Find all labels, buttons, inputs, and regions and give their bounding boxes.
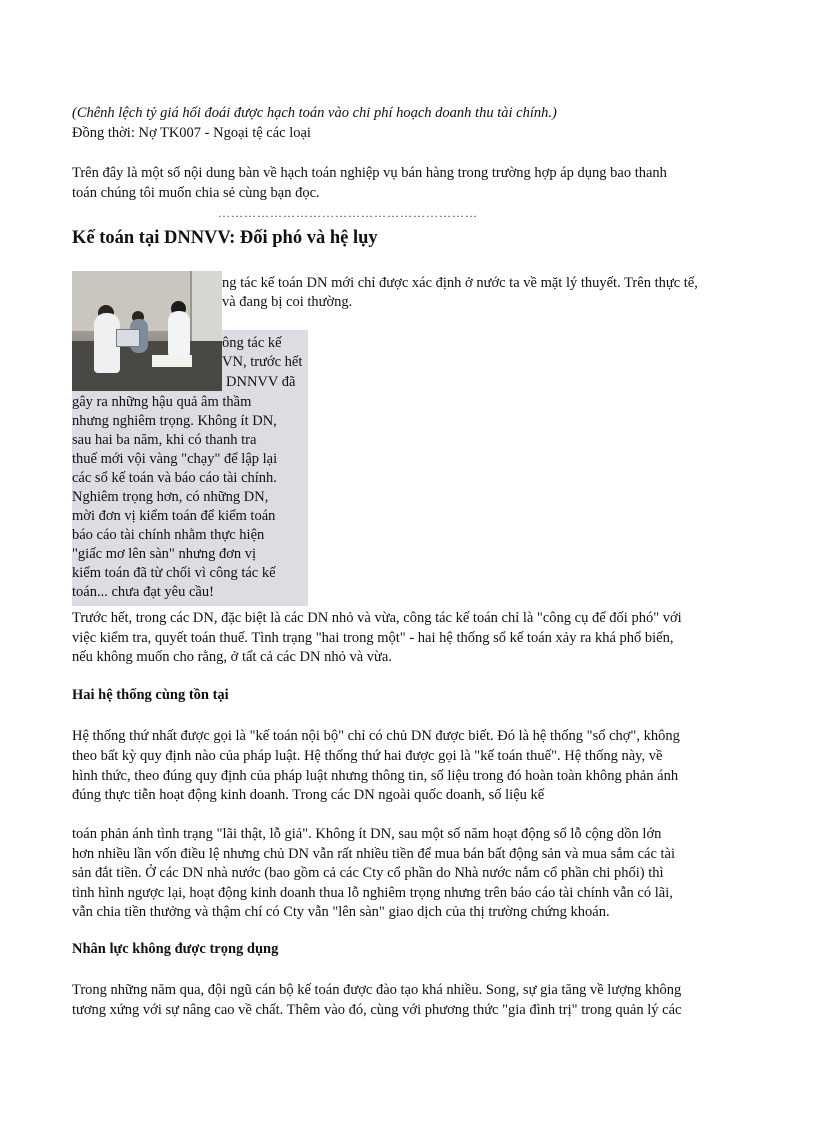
- lead-line-1: ng tác kế toán DN mới chỉ được xác định ở nước ta về mặt lý thuyết. Trên thực tế,: [222, 275, 698, 291]
- summary-line-2: toán chúng tôi muốn chia sẻ cùng bạn đọc.: [72, 185, 320, 201]
- body-line: vẫn chia tiền thưởng và thậm chí có Cty vẫn "lên sàn" giao dịch của thị trường chứng khoán.: [72, 904, 610, 920]
- box-line: Nghiêm trọng hơn, có những DN,: [72, 489, 269, 505]
- section-heading-two-systems: Hai hệ thống cùng tồn tại: [72, 687, 229, 703]
- body-line: việc kiểm tra, quyết toán thuế. Tình trạng "hai trong một" - hai hệ thống sổ kế toán xảy ra khá phổ biến,: [72, 630, 674, 646]
- lead-line-2: và đang bị coi thường.: [222, 294, 353, 310]
- body-line: đúng thực tiễn hoạt động kinh doanh. Trong các DN ngoài quốc doanh, số liệu kế: [72, 787, 545, 803]
- box-line: toán... chưa đạt yêu cầu!: [72, 584, 214, 600]
- body-line: tình hình ngược lại, hoạt động kinh doanh thua lỗ nghiêm trọng nhưng trên báo cáo tài chính vẫn có lãi,: [72, 885, 673, 901]
- box-short-line-1: ông tác kế: [222, 335, 282, 351]
- box-short-line-2: VN, trước hết: [222, 354, 303, 370]
- body-line: tương xứng với sự nâng cao về chất. Thêm vào đó, cùng với phương thức "gia đình trị" trong quản lý các: [72, 1002, 682, 1018]
- box-line: các sổ kế toán và báo cáo tài chính.: [72, 470, 277, 486]
- box-line: sau hai ba năm, khi có thanh tra: [72, 432, 257, 448]
- box-line: "giấc mơ lên sàn" nhưng đơn vị: [72, 546, 257, 562]
- office-photo: [72, 271, 222, 391]
- summary-line-1: Trên đây là một số nội dung bàn về hạch toán nghiệp vụ bán hàng trong trường hợp áp dụng bao thanh: [72, 165, 667, 181]
- body-line: nếu không muốn cho rằng, ở tất cả các DN nhỏ và vừa.: [72, 649, 392, 665]
- box-short-line-3: DNNVV đã: [226, 374, 296, 390]
- section-heading-human-resources: Nhân lực không được trọng dụng: [72, 941, 279, 957]
- body-line: sản đắt tiền. Ở các DN nhà nước (bao gồm cả các Cty cổ phần do Nhà nước nắm cổ phần chi phối) thì: [72, 865, 664, 881]
- box-line: nhưng nghiêm trọng. Không ít DN,: [72, 413, 277, 429]
- body-line: Hệ thống thứ nhất được gọi là "kế toán nội bộ" chỉ có chủ DN được biết. Đó là hệ thống "sổ chợ", không: [72, 728, 680, 744]
- box-line: gây ra những hậu quả âm thầm: [72, 394, 252, 410]
- body-line: toán phản ánh tình trạng "lãi thật, lỗ giả". Không ít DN, sau một số năm hoạt động số lỗ cộng dồn lớn: [72, 826, 662, 842]
- body-line: Trong những năm qua, đội ngũ cán bộ kế toán được đào tạo khá nhiều. Song, sự gia tăng về lượng không: [72, 982, 682, 998]
- article-title: Kế toán tại DNNVV: Đối phó và hệ lụy: [72, 228, 378, 248]
- exchange-rate-note: (Chênh lệch tỷ giá hối đoái được hạch toán vào chi phí hoạch doanh thu tài chính.): [72, 105, 557, 121]
- body-line: hơn nhiều lần vốn điều lệ nhưng chủ DN vẫn rất nhiều tiền để mua bán bất động sản và mua sắm các tài: [72, 846, 676, 862]
- box-line: thuế mới vội vàng "chạy" để lập lại: [72, 451, 278, 467]
- box-line: báo cáo tài chính nhằm thực hiện: [72, 527, 265, 543]
- box-line: mời đơn vị kiểm toán để kiểm toán: [72, 508, 276, 524]
- dotted-separator: ……………………………………………………: [218, 206, 478, 220]
- body-line: hình thức, theo đúng quy định của pháp luật nhưng thông tin, số liệu trong đó hoàn toàn không phản ánh: [72, 768, 679, 784]
- box-line: kiểm toán đã từ chối vì công tác kế: [72, 565, 276, 581]
- body-line: Trước hết, trong các DN, đặc biệt là các DN nhỏ và vừa, công tác kế toán chỉ là "công cụ để đối phó" với: [72, 610, 682, 626]
- body-line: theo bất kỳ quy định nào của pháp luật. Hệ thống thứ hai được gọi là "kế toán thuế". Hệ thống này, về: [72, 748, 663, 764]
- simultaneous-entry: Đồng thời: Nợ TK007 - Ngoại tệ các loại: [72, 125, 311, 141]
